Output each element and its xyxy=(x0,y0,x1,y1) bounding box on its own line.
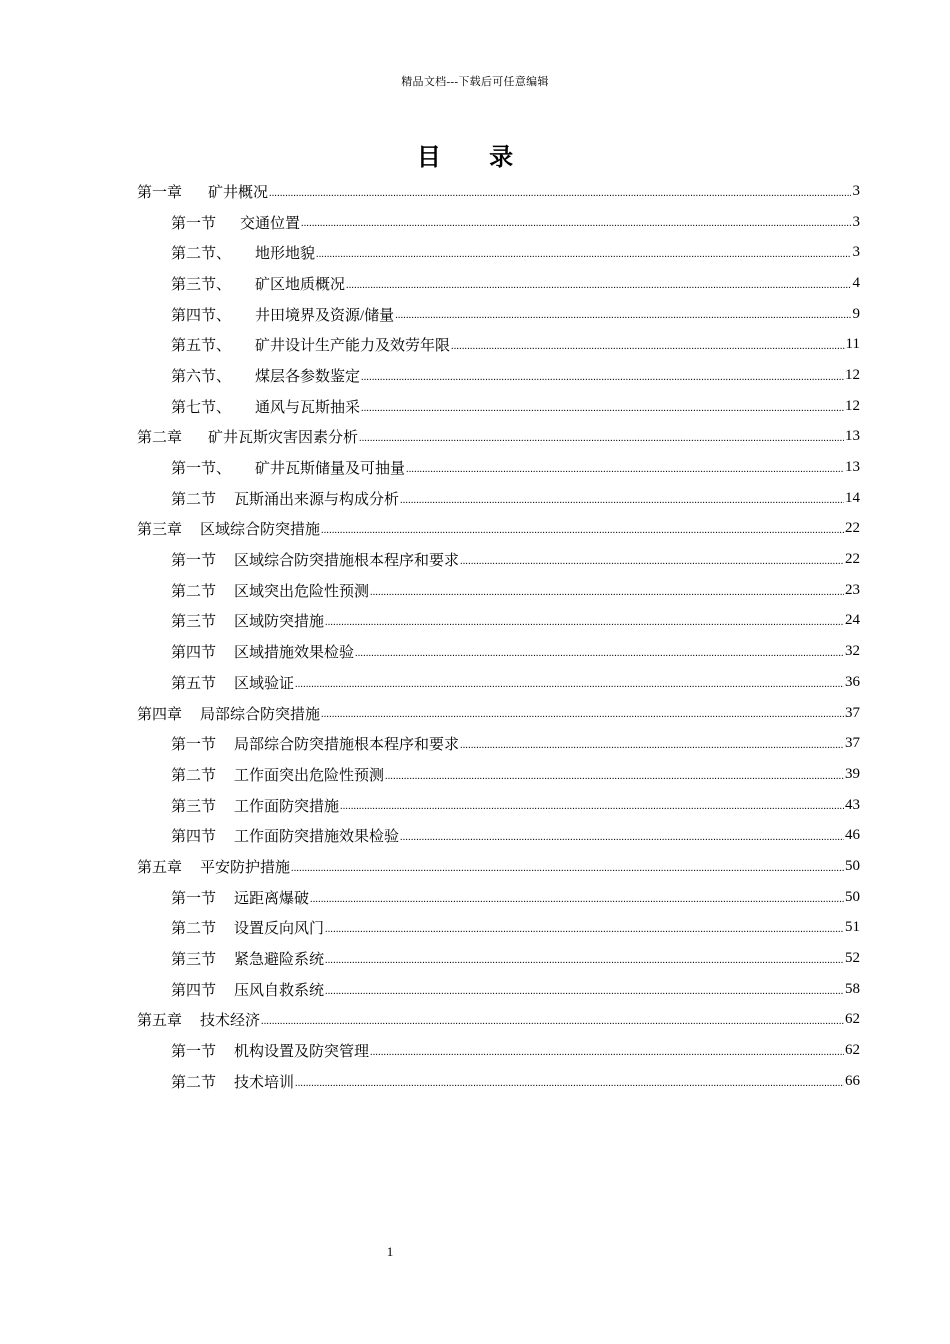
entry-title: 矿井瓦斯灾害因素分析 xyxy=(208,430,359,447)
toc-section-entry[interactable] xyxy=(137,391,860,422)
toc-section-entry[interactable] xyxy=(137,759,860,790)
entry-title: 压风自救系统 xyxy=(234,982,325,999)
entry-title: 技术培训 xyxy=(234,1074,295,1091)
toc-section-entry[interactable] xyxy=(137,360,860,391)
entry-page-number: 13 xyxy=(845,428,860,445)
entry-number: 第一章 xyxy=(137,184,183,201)
page-number: 1 xyxy=(386,1244,394,1259)
entry-title: 局部综合防突措施根本程序和要求 xyxy=(234,737,460,754)
entry-title: 矿区地质概况 xyxy=(255,276,346,293)
entry-number: 第五节、 xyxy=(171,338,232,355)
toc-section-entry[interactable] xyxy=(137,544,860,575)
entry-page-number: 39 xyxy=(845,765,860,782)
entry-title: 区域措施效果检验 xyxy=(234,645,355,662)
entry-title: 工作面防突措施 xyxy=(234,798,340,815)
dot-leader xyxy=(325,986,844,1005)
entry-page-number: 32 xyxy=(845,643,860,660)
toc-section-entry[interactable] xyxy=(137,207,860,238)
entry-number: 第二节 xyxy=(171,1074,217,1091)
entry-title: 局部综合防突措施 xyxy=(200,706,321,723)
entry-page-number: 58 xyxy=(845,980,860,997)
toc-chapter-entry[interactable] xyxy=(137,176,860,207)
dot-leader xyxy=(370,587,844,606)
entry-page-number: 37 xyxy=(845,735,860,752)
entry-page-number: 51 xyxy=(845,919,860,936)
dot-leader xyxy=(361,403,844,422)
entry-number: 第一节 xyxy=(171,215,217,232)
entry-title: 矿井设计生产能力及效劳年限 xyxy=(255,338,451,355)
entry-number: 第二节 xyxy=(171,767,217,784)
entry-number: 第一节 xyxy=(171,553,217,570)
entry-page-number: 62 xyxy=(845,1011,860,1028)
entry-title: 平安防护措施 xyxy=(200,859,291,876)
entry-title: 区域防突措施 xyxy=(234,614,325,631)
toc-section-entry[interactable] xyxy=(137,974,860,1005)
entry-number: 第四节 xyxy=(171,982,217,999)
entry-title: 瓦斯涌出来源与构成分析 xyxy=(234,491,400,508)
entry-number: 第三节 xyxy=(171,614,217,631)
dot-leader xyxy=(385,771,844,790)
dot-leader xyxy=(316,249,851,268)
entry-number: 第三节 xyxy=(171,952,217,969)
entry-title: 区域综合防突措施根本程序和要求 xyxy=(234,553,460,570)
dot-leader xyxy=(295,679,844,698)
entry-number: 第三章 xyxy=(137,522,183,539)
entry-number: 第七节、 xyxy=(171,399,232,416)
entry-page-number: 14 xyxy=(845,489,860,506)
entry-number: 第二节 xyxy=(171,491,217,508)
entry-number: 第二章 xyxy=(137,430,183,447)
entry-title: 通风与瓦斯抽采 xyxy=(255,399,361,416)
entry-page-number: 12 xyxy=(845,397,860,414)
entry-page-number: 66 xyxy=(845,1072,860,1089)
toc-section-entry[interactable] xyxy=(137,913,860,944)
toc-section-entry[interactable] xyxy=(137,790,860,821)
entry-number: 第四节 xyxy=(171,829,217,846)
entry-number: 第四节、 xyxy=(171,307,232,324)
toc-section-entry[interactable] xyxy=(137,943,860,974)
dot-leader xyxy=(295,1078,844,1097)
entry-number: 第四节 xyxy=(171,645,217,662)
entry-number: 第二节 xyxy=(171,921,217,938)
entry-title: 井田境界及资源/储量 xyxy=(255,307,395,324)
dot-leader xyxy=(400,832,844,851)
toc-section-entry[interactable] xyxy=(137,452,860,483)
entry-number: 第二节 xyxy=(171,583,217,600)
entry-number: 第五章 xyxy=(137,1013,183,1030)
dot-leader xyxy=(291,863,844,882)
entry-title: 远距离爆破 xyxy=(234,890,310,907)
entry-title: 矿井概况 xyxy=(208,184,269,201)
toc-chapter-entry[interactable] xyxy=(137,1005,860,1036)
dot-leader xyxy=(370,1047,844,1066)
entry-number: 第五章 xyxy=(137,859,183,876)
entry-title: 矿井瓦斯储量及可抽量 xyxy=(255,461,406,478)
toc-section-entry[interactable] xyxy=(137,636,860,667)
dot-leader xyxy=(395,310,851,329)
toc-section-entry[interactable] xyxy=(137,237,860,268)
toc-section-entry[interactable] xyxy=(137,268,860,299)
entry-page-number: 23 xyxy=(845,581,860,598)
entry-page-number: 37 xyxy=(845,704,860,721)
dot-leader xyxy=(361,372,844,391)
dot-leader xyxy=(406,464,844,483)
entry-number: 第六节、 xyxy=(171,368,232,385)
entry-page-number: 62 xyxy=(845,1042,860,1059)
entry-page-number: 36 xyxy=(845,673,860,690)
entry-title: 工作面防突措施效果检验 xyxy=(234,829,400,846)
dot-leader xyxy=(301,218,851,237)
dot-leader xyxy=(400,495,844,514)
entry-page-number: 22 xyxy=(845,551,860,568)
entry-title: 机构设置及防突管理 xyxy=(234,1044,370,1061)
entry-page-number: 13 xyxy=(845,459,860,476)
entry-number: 第三节、 xyxy=(171,276,232,293)
entry-title: 区域突出危险性预测 xyxy=(234,583,370,600)
dot-leader xyxy=(325,955,844,974)
toc-section-entry[interactable] xyxy=(137,575,860,606)
entry-page-number: 24 xyxy=(845,612,860,629)
dot-leader xyxy=(346,280,851,299)
entry-title: 设置反向风门 xyxy=(234,921,325,938)
toc-section-entry[interactable] xyxy=(137,329,860,360)
entry-number: 第二节、 xyxy=(171,246,232,263)
entry-page-number: 46 xyxy=(845,827,860,844)
entry-title: 紧急避险系统 xyxy=(234,952,325,969)
dot-leader xyxy=(460,740,844,759)
entry-page-number: 3 xyxy=(852,213,860,230)
entry-page-number: 22 xyxy=(845,520,860,537)
toc-chapter-entry[interactable] xyxy=(137,514,860,545)
entry-number: 第一节 xyxy=(171,890,217,907)
toc-section-entry[interactable] xyxy=(137,1035,860,1066)
entry-number: 第四章 xyxy=(137,706,183,723)
toc-section-entry[interactable] xyxy=(137,667,860,698)
dot-leader xyxy=(355,648,844,667)
entry-page-number: 3 xyxy=(852,244,860,261)
toc-section-entry[interactable] xyxy=(137,299,860,330)
dot-leader xyxy=(321,709,844,728)
toc-section-entry[interactable] xyxy=(137,483,860,514)
toc-section-entry[interactable] xyxy=(137,606,860,637)
entry-number: 第三节 xyxy=(171,798,217,815)
toc-section-entry[interactable] xyxy=(137,1066,860,1097)
entry-page-number: 52 xyxy=(845,950,860,967)
entry-page-number: 9 xyxy=(852,305,860,322)
table-of-contents xyxy=(137,176,860,1097)
dot-leader xyxy=(321,525,844,544)
dot-leader xyxy=(269,188,851,207)
entry-number: 第五节 xyxy=(171,675,217,692)
dot-leader xyxy=(325,617,844,636)
dot-leader xyxy=(460,556,844,575)
entry-number: 第一节 xyxy=(171,1044,217,1061)
entry-title: 技术经济 xyxy=(200,1013,261,1030)
entry-page-number: 3 xyxy=(852,182,860,199)
toc-chapter-entry[interactable] xyxy=(137,851,860,882)
toc-section-entry[interactable] xyxy=(137,882,860,913)
entry-title: 地形地貌 xyxy=(255,246,316,263)
entry-title: 煤层各参数鉴定 xyxy=(255,368,361,385)
toc-chapter-entry[interactable] xyxy=(137,698,860,729)
entry-page-number: 50 xyxy=(845,888,860,905)
entry-page-number: 11 xyxy=(845,336,860,353)
dot-leader xyxy=(325,924,844,943)
dot-leader xyxy=(261,1016,844,1035)
toc-title: 目 录 xyxy=(416,142,534,171)
entry-page-number: 4 xyxy=(852,274,860,291)
entry-number: 第一节 xyxy=(171,737,217,754)
dot-leader xyxy=(451,341,845,360)
entry-title: 区域综合防突措施 xyxy=(200,522,321,539)
toc-section-entry[interactable] xyxy=(137,728,860,759)
toc-chapter-entry[interactable] xyxy=(137,422,860,453)
header-note: 精品文档---下载后可任意编辑 xyxy=(401,76,549,88)
dot-leader xyxy=(359,433,844,452)
entry-title: 工作面突出危险性预测 xyxy=(234,767,385,784)
toc-section-entry[interactable] xyxy=(137,820,860,851)
entry-title: 区域验证 xyxy=(234,675,295,692)
dot-leader xyxy=(310,894,844,913)
dot-leader xyxy=(340,801,844,820)
entry-title: 交通位置 xyxy=(240,215,301,232)
entry-page-number: 50 xyxy=(845,857,860,874)
entry-number: 第一节、 xyxy=(171,461,232,478)
entry-page-number: 12 xyxy=(845,366,860,383)
entry-page-number: 43 xyxy=(845,796,860,813)
